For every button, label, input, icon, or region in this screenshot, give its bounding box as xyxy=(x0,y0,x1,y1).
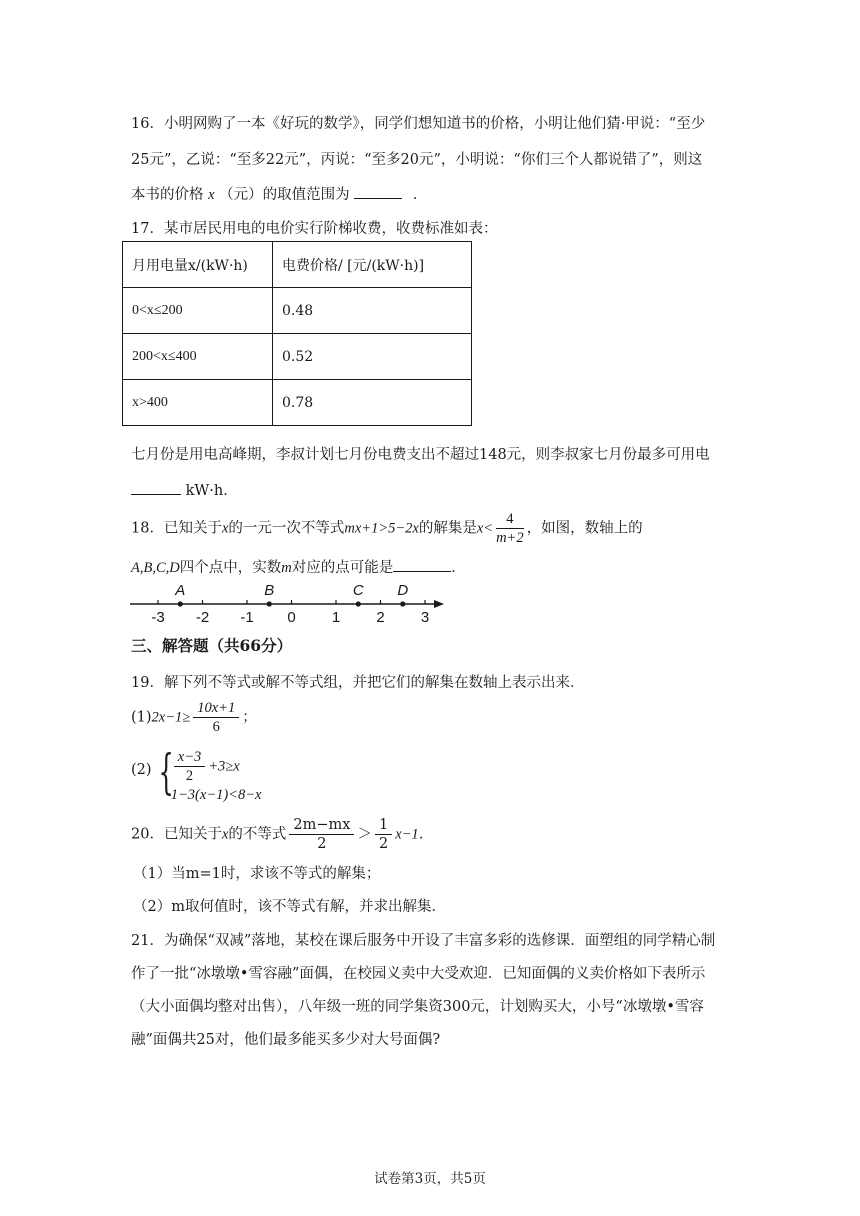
axis-tick-label: 3 xyxy=(420,609,430,626)
row-3-price: 0.78 xyxy=(273,380,472,426)
point-label-d: D xyxy=(397,582,409,599)
q18-solution-fraction xyxy=(496,510,524,547)
q18-text: 18．已知关于 xyxy=(131,520,222,537)
axis-tick-label: 2 xyxy=(376,609,385,626)
point-marker-d xyxy=(400,601,405,606)
axis-tick-label: 0 xyxy=(287,609,296,626)
table-row xyxy=(123,288,472,334)
page-footer: 试卷第3页，共5页 xyxy=(374,1171,486,1187)
fraction-denominator: 2 xyxy=(317,836,327,852)
row-1-range: 0<x≤200 xyxy=(123,288,273,334)
q18-solution-lhs: x< xyxy=(476,520,494,537)
q19-label-1: (1) xyxy=(131,709,152,726)
q16-answer-blank[interactable] xyxy=(354,184,402,199)
q16-line-1: 16．小明网购了一本《好玩的数学》，同学们想知道书的价格，小明让他们猜·甲说：“至少 xyxy=(131,116,706,132)
axis-tick-label: -3 xyxy=(151,609,165,626)
point-marker-a xyxy=(178,601,183,606)
q20-var: x xyxy=(221,826,229,843)
q16-text: 本书的价格 xyxy=(131,187,204,203)
q18-text-5: 四个点中，实数 xyxy=(179,560,282,576)
q19-p2-line2: 1−3(x−1)<8−x xyxy=(170,787,262,803)
fraction-denominator: 6 xyxy=(212,719,220,735)
q16-variable: x xyxy=(208,187,215,203)
header-usage: 月用电量x/(kW·h) xyxy=(123,242,273,288)
q18-inequality: mx+1>5−2x xyxy=(344,520,419,537)
q17-answer-blank[interactable] xyxy=(131,480,181,495)
q19-p2-line1-rest: +3≥x xyxy=(208,758,240,775)
q20-fraction-2 xyxy=(375,816,392,853)
fraction-numerator: x−3 xyxy=(174,748,205,767)
q21-line-4: 融”面偶共25对，他们最多能买多少对大号面偶? xyxy=(131,1032,441,1048)
q16-end: ． xyxy=(412,187,428,203)
q18-line-2 xyxy=(131,556,466,577)
point-label-b: B xyxy=(264,582,275,599)
q20-part-1: （1）当m=1时，求该不等式的解集； xyxy=(133,866,381,882)
axis-tick-label: -2 xyxy=(195,609,210,626)
fraction-numerator: 1 xyxy=(375,816,392,835)
q20-text: 20．已知关于 xyxy=(131,826,222,843)
q19-p1-fraction xyxy=(193,699,239,736)
q20-text-2: 的不等式 xyxy=(228,826,287,843)
fraction-denominator: 2 xyxy=(378,836,389,852)
fraction-denominator: 2 xyxy=(185,768,194,784)
q18-text-6: 对应的点可能是 xyxy=(291,560,394,576)
q19-part-2 xyxy=(131,744,262,804)
q19-p1-lhs: 2x−1≥ xyxy=(151,709,191,726)
q19-intro: 19．解下列不等式或解不等式组，并把它们的解集在数轴上表示出来． xyxy=(131,675,585,691)
q20-fraction-1 xyxy=(289,816,354,853)
row-2-price: 0.52 xyxy=(273,334,472,380)
axis-tick-label: -1 xyxy=(240,609,254,626)
q18-points: A,B,C,D xyxy=(131,560,180,576)
q19-part-1 xyxy=(131,699,257,736)
q18-line-1 xyxy=(131,510,643,547)
fraction-numerator: 4 xyxy=(496,510,524,529)
axis-tick-label: 1 xyxy=(331,609,341,626)
q17-after-2 xyxy=(131,479,238,500)
q21-line-3: （大小面偶均整对出售），八年级一班的同学集资300元，计划购买大，小号“冰墩墩•雪容 xyxy=(131,999,704,1015)
q18-text-4: ，如图，数轴上的 xyxy=(526,520,643,537)
table-header-row xyxy=(123,242,472,288)
q21-line-2: 作了一批“冰墩墩•雪容融”面偶，在校园义卖中大受欢迎．已知面偶的义卖价格如下表所示 xyxy=(131,966,706,982)
q19-label-2: (2) xyxy=(131,762,152,778)
system-lines xyxy=(171,748,262,804)
header-price: 电费价格/ [元/(kW·h)] xyxy=(273,242,472,288)
q19-p2-fraction xyxy=(174,748,205,785)
section-title: 三、解答题（共66分） xyxy=(131,636,293,655)
q17-after-1: 七月份是用电高峰期，李叔计划七月份电费支出不超过148元，则李叔家七月份最多可用电 xyxy=(131,447,710,463)
q18-var-m: m xyxy=(281,560,292,576)
q20-part-2: （2）m取何值时，该不等式有解，并求出解集． xyxy=(133,899,446,915)
axis-arrow xyxy=(434,600,444,608)
point-marker-c xyxy=(356,601,361,606)
q16-text-2: （元）的取值范围为 xyxy=(219,187,350,203)
point-label-a: A xyxy=(175,582,186,599)
q18-text-2: 的一元一次不等式 xyxy=(228,520,345,537)
q19-p1-end: ； xyxy=(242,709,257,726)
q16-line-2: 25元”，乙说：“至多22元”，丙说：“至多20元”，小明说：“你们三个人都说错了”，则这 xyxy=(131,152,703,168)
table-row xyxy=(123,334,472,380)
table-row xyxy=(123,380,472,426)
q20-line xyxy=(131,816,433,853)
point-marker-b xyxy=(267,601,272,606)
q18-text-3: 的解集是 xyxy=(418,520,477,537)
row-1-price: 0.48 xyxy=(273,288,472,334)
q20-rest: x−1． xyxy=(395,826,434,843)
fraction-numerator: 10x+1 xyxy=(193,699,239,718)
q21-line-1: 21．为确保“双减”落地，某校在课后服务中开设了丰富多彩的选修课．面塑组的同学精心制 xyxy=(131,933,716,949)
row-3-range: x>400 xyxy=(123,380,273,426)
fraction-numerator: 2m−mx xyxy=(289,816,354,835)
q17-intro: 17．某市居民用电的电价实行阶梯收费，收费标准如表： xyxy=(131,221,498,237)
price-table xyxy=(122,241,472,426)
number-line xyxy=(128,580,448,630)
q16-line-3 xyxy=(131,183,427,204)
q18-end: ． xyxy=(451,560,466,576)
q18-var-x: x xyxy=(221,520,229,537)
system-brace: { xyxy=(158,744,174,800)
q18-answer-blank[interactable] xyxy=(393,557,451,572)
fraction-denominator: m+2 xyxy=(496,530,524,546)
q20-gt: ＞ xyxy=(357,826,372,843)
row-2-range: 200<x≤400 xyxy=(123,334,273,380)
q17-unit: kW·h． xyxy=(185,483,238,499)
point-label-c: C xyxy=(352,582,364,599)
